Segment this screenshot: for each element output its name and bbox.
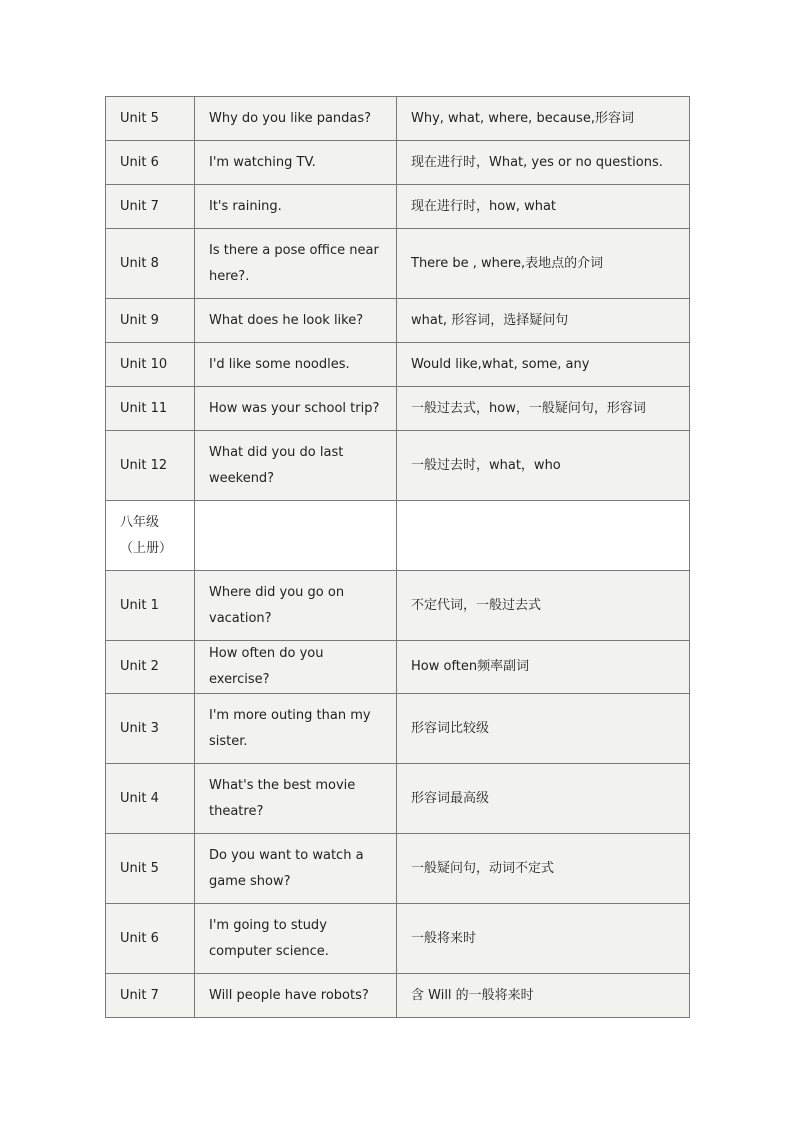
unit-cell: Unit 5 bbox=[106, 834, 195, 904]
title-cell: I'm watching TV. bbox=[195, 141, 397, 185]
unit-cell: Unit 1 bbox=[106, 571, 195, 641]
grade-label: 八年级 bbox=[120, 514, 160, 530]
title-cell: What's the best movie theatre? bbox=[195, 764, 397, 834]
unit-cell: Unit 11 bbox=[106, 387, 195, 431]
unit-cell: Unit 7 bbox=[106, 185, 195, 229]
title-cell: Do you want to watch a game show? bbox=[195, 834, 397, 904]
title-cell: Where did you go on vacation? bbox=[195, 571, 397, 641]
table-row bbox=[106, 694, 690, 764]
title-cell: I'm more outing than my sister. bbox=[195, 694, 397, 764]
title-cell: Is there a pose office near here?. bbox=[195, 229, 397, 299]
title-cell: Why do you like pandas? bbox=[195, 97, 397, 141]
table-row bbox=[106, 343, 690, 387]
title-cell: How was your school trip? bbox=[195, 387, 397, 431]
grammar-cell: 含 Will 的一般将来时 bbox=[397, 974, 690, 1018]
unit-cell: Unit 10 bbox=[106, 343, 195, 387]
table-row bbox=[106, 641, 690, 694]
grammar-cell: 现在进行时，how, what bbox=[397, 185, 690, 229]
grammar-cell: 形容词最高级 bbox=[397, 764, 690, 834]
title-cell: I'd like some noodles. bbox=[195, 343, 397, 387]
table-row bbox=[106, 97, 690, 141]
grammar-cell: 不定代词，一般过去式 bbox=[397, 571, 690, 641]
grammar-cell: How often频率副词 bbox=[397, 641, 690, 694]
unit-cell: Unit 5 bbox=[106, 97, 195, 141]
section-row bbox=[106, 501, 690, 571]
title-cell: What did you do last weekend? bbox=[195, 431, 397, 501]
grammar-cell: 一般疑问句，动词不定式 bbox=[397, 834, 690, 904]
grammar-cell: 一般过去式，how，一般疑问句，形容词 bbox=[397, 387, 690, 431]
unit-cell: Unit 6 bbox=[106, 141, 195, 185]
table-row bbox=[106, 834, 690, 904]
table-row bbox=[106, 299, 690, 343]
table-row bbox=[106, 185, 690, 229]
unit-cell: Unit 3 bbox=[106, 694, 195, 764]
grammar-cell: what, 形容词，选择疑问句 bbox=[397, 299, 690, 343]
table-row bbox=[106, 974, 690, 1018]
table-row bbox=[106, 229, 690, 299]
grammar-cell: 一般将来时 bbox=[397, 904, 690, 974]
syllabus-table bbox=[105, 96, 690, 1018]
unit-cell: Unit 6 bbox=[106, 904, 195, 974]
table-row bbox=[106, 904, 690, 974]
grade-heading-cell bbox=[106, 501, 195, 571]
grammar-cell: 现在进行时，What, yes or no questions. bbox=[397, 141, 690, 185]
grammar-cell: Why, what, where, because,形容词 bbox=[397, 97, 690, 141]
title-cell: It's raining. bbox=[195, 185, 397, 229]
unit-cell: Unit 8 bbox=[106, 229, 195, 299]
empty-cell bbox=[397, 501, 690, 571]
grammar-cell: 形容词比较级 bbox=[397, 694, 690, 764]
grammar-cell: Would like,what, some, any bbox=[397, 343, 690, 387]
table-row bbox=[106, 141, 690, 185]
term-label: （上册） bbox=[120, 540, 173, 556]
title-cell: What does he look like? bbox=[195, 299, 397, 343]
empty-cell bbox=[195, 501, 397, 571]
unit-cell: Unit 12 bbox=[106, 431, 195, 501]
title-cell: Will people have robots? bbox=[195, 974, 397, 1018]
unit-cell: Unit 9 bbox=[106, 299, 195, 343]
unit-cell: Unit 7 bbox=[106, 974, 195, 1018]
table-row bbox=[106, 571, 690, 641]
unit-cell: Unit 2 bbox=[106, 641, 195, 694]
table-row bbox=[106, 764, 690, 834]
table-row bbox=[106, 431, 690, 501]
title-cell: How often do you exercise? bbox=[195, 641, 397, 694]
grammar-cell: There be , where,表地点的介词 bbox=[397, 229, 690, 299]
unit-cell: Unit 4 bbox=[106, 764, 195, 834]
table-row bbox=[106, 387, 690, 431]
grammar-cell: 一般过去时，what，who bbox=[397, 431, 690, 501]
document-page bbox=[105, 96, 689, 1018]
title-cell: I'm going to study computer science. bbox=[195, 904, 397, 974]
